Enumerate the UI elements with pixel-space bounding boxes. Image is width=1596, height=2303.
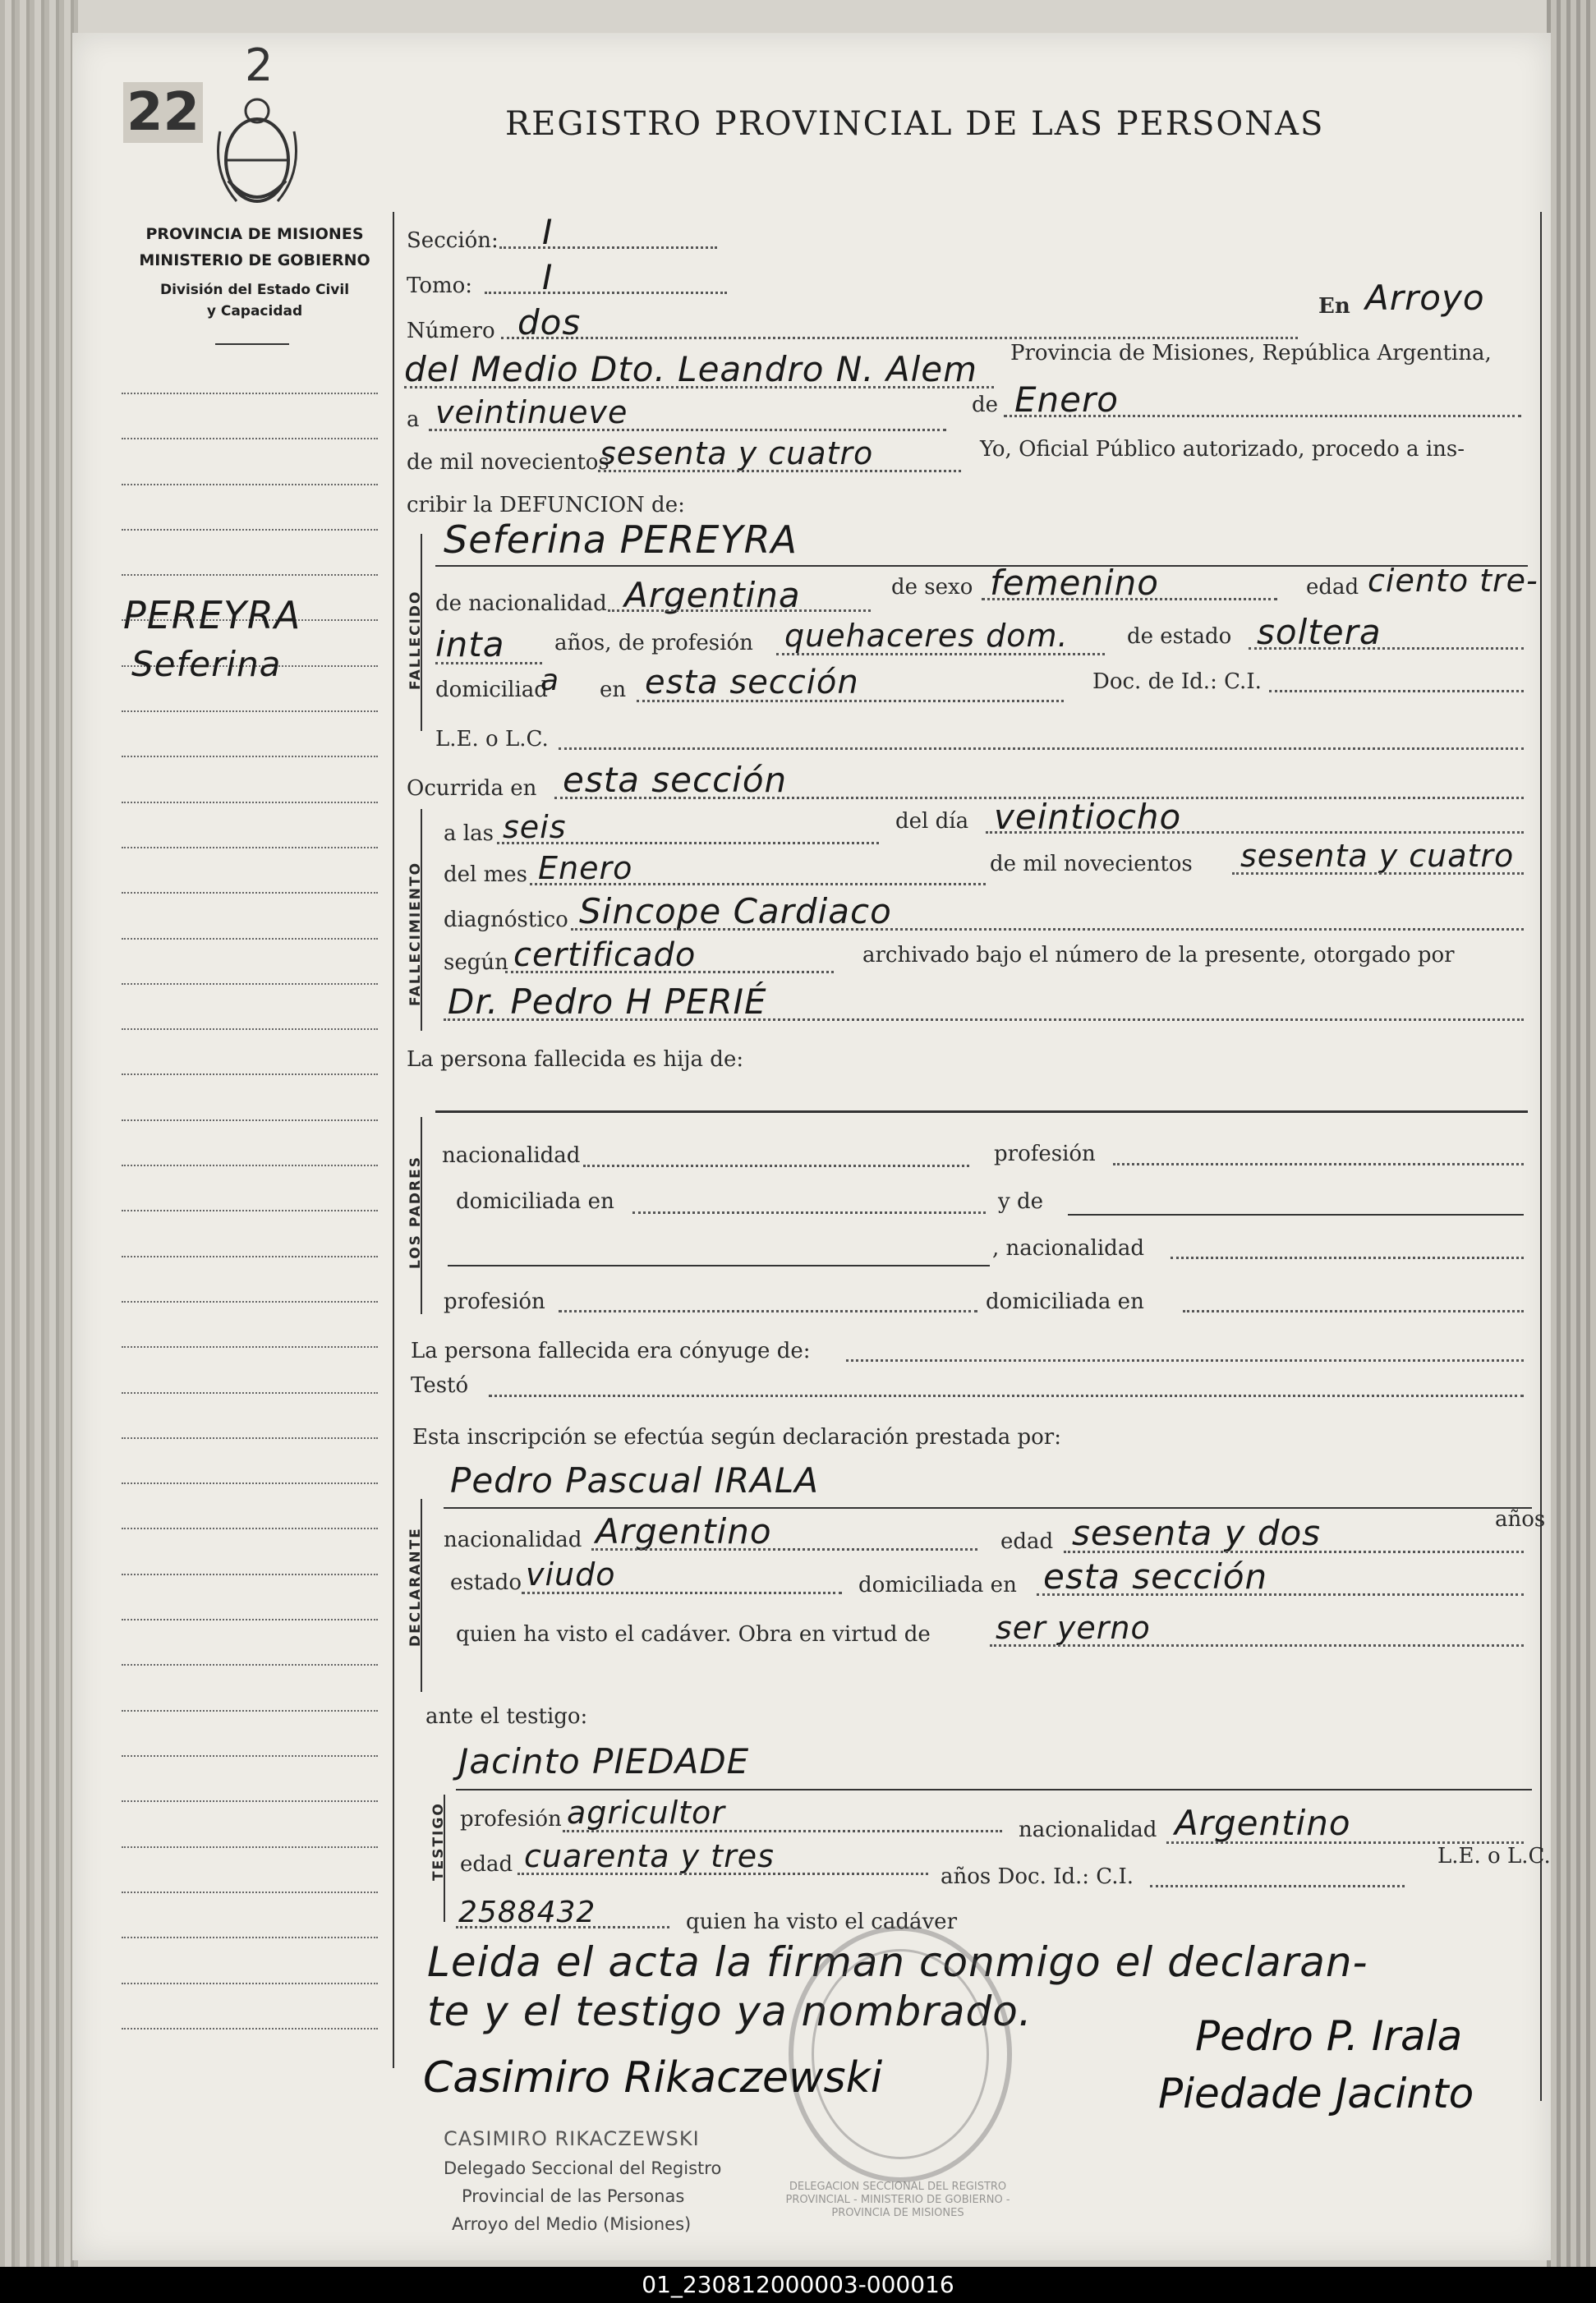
margin-rule-line	[122, 1574, 378, 1575]
fall-mes-line	[530, 883, 986, 885]
margin-rule-line	[122, 1392, 378, 1394]
mes-line	[1004, 415, 1521, 417]
image-id-bar: 01_230812000003-000016	[0, 2267, 1596, 2303]
testigo-signature: Piedade Jacinto	[1158, 2070, 1474, 2117]
decl-nacionalidad-label: nacionalidad	[444, 1528, 582, 1552]
form-left-border	[393, 212, 394, 2068]
fall-mes-label: del mes	[444, 862, 527, 887]
fallecido-name-line	[435, 565, 1528, 567]
margin-rule-line	[122, 938, 378, 940]
margin-rule-line	[122, 1800, 378, 1802]
coat-of-arms-icon	[212, 82, 302, 214]
lugar-line	[404, 386, 994, 388]
fall-nacionalidad-label: de nacionalidad	[435, 591, 607, 616]
margin-rule-line	[122, 892, 378, 894]
segun-value: certificado	[513, 936, 697, 974]
hora-line	[497, 842, 879, 844]
document-title: REGISTRO PROVINCIAL DE LAS PERSONAS	[505, 105, 1325, 143]
fallecido-name-value: Seferina PEREYRA	[444, 517, 798, 562]
testo-label: Testó	[411, 1373, 469, 1398]
test-doc-line	[1150, 1885, 1405, 1887]
decl-visto-text: quien ha visto el cadáver. Obra en virtud de	[456, 1622, 931, 1647]
segun-label: según	[444, 950, 508, 975]
test-profesion-label: profesión	[460, 1807, 562, 1832]
tomo-value: I	[542, 257, 554, 297]
fall-le-label: L.E. o L.C.	[435, 727, 549, 752]
decl-nacionalidad-line	[591, 1548, 977, 1551]
margin-rule-line	[122, 1664, 378, 1666]
padre-profesion-label: profesión	[994, 1142, 1096, 1166]
book-binding-left	[0, 0, 78, 2267]
margin-rule-line	[122, 438, 378, 439]
fall-estado-label: de estado	[1127, 624, 1232, 649]
oficial-stamp-line-3: Arroyo del Medio (Misiones)	[452, 2214, 692, 2234]
fall-le-line	[559, 747, 1524, 750]
cierre-line-2: te y el testigo ya nombrado.	[427, 1988, 1033, 2035]
test-nacionalidad-label: nacionalidad	[1019, 1818, 1157, 1842]
test-doc-value: 2588432	[458, 1896, 596, 1929]
decl-domicilio-label: domiciliada en	[858, 1573, 1017, 1597]
tomo-line	[485, 292, 727, 294]
lugar-value: del Medio Dto. Leandro N. Alem	[404, 349, 978, 389]
ocurrida-label: Ocurrida en	[407, 776, 537, 801]
margin-rule-line	[122, 1892, 378, 1893]
test-edad-value: cuarenta y tres	[524, 1838, 775, 1874]
en-value: Arroyo	[1365, 278, 1485, 318]
testigo-side-label: TESTIGO	[430, 1802, 447, 1881]
fall-estado-line	[1249, 647, 1524, 650]
form-right-border	[1540, 212, 1542, 2101]
provincia-label: Provincia de Misiones, República Argentina,	[1010, 341, 1492, 365]
madre-profesion-label: profesión	[444, 1289, 545, 1314]
ministry-line-4: y Capacidad	[206, 303, 303, 319]
fall-mil-label: de mil novecientos	[990, 852, 1193, 876]
yde-label: y de	[998, 1189, 1043, 1214]
padre-domicilio-line	[632, 1211, 986, 1214]
test-visto-text: quien ha visto el cadáver	[686, 1910, 958, 1934]
fall-edad-line-2	[435, 662, 542, 664]
test-anios-doc-label: años Doc. Id.: C.I.	[941, 1864, 1134, 1889]
margin-rule-line	[122, 983, 378, 985]
hora-value: seis	[503, 809, 567, 845]
padre-domicilio-label: domiciliada en	[456, 1189, 614, 1214]
fall-domicilio-line	[637, 700, 1064, 702]
margin-rule-line	[122, 484, 378, 485]
test-edad-label: edad	[460, 1852, 513, 1877]
page-number: 22	[123, 82, 203, 143]
fall-nacionalidad-value: Argentina	[624, 575, 801, 615]
margin-rule-line	[122, 1437, 378, 1439]
test-le-label: L.E. o L.C.	[1437, 1844, 1551, 1869]
margin-rule-line	[122, 1482, 378, 1484]
declarante-name-value: Pedro Pascual IRALA	[450, 1460, 819, 1501]
cierre-line-1: Leida el acta la firman conmigo el declaran-	[427, 1938, 1368, 1986]
margin-rule-line	[122, 1710, 378, 1712]
fall-en-label: en	[600, 678, 627, 702]
decl-edad-value: sesenta y dos	[1072, 1513, 1322, 1553]
margin-rule-line	[122, 529, 378, 531]
margin-rule-line	[122, 1119, 378, 1121]
fall-estado-value: soltera	[1257, 612, 1382, 652]
margin-rule-line	[122, 393, 378, 394]
margin-rule-line	[122, 1619, 378, 1620]
decl-virtud-value: ser yerno	[996, 1610, 1151, 1646]
fall-mes-value: Enero	[538, 850, 633, 886]
test-nacionalidad-value: Argentino	[1175, 1803, 1351, 1843]
dia-value: veintinueve	[435, 394, 628, 430]
ocurrida-value: esta sección	[563, 760, 788, 800]
margin-rule-line	[122, 1846, 378, 1848]
margin-rule-line	[122, 1983, 378, 1984]
diag-label: diagnóstico	[444, 908, 568, 932]
conyuge-line	[846, 1359, 1524, 1362]
ministry-underline	[215, 343, 289, 345]
testigo-name-line	[456, 1789, 1532, 1790]
oficial-text: Yo, Oficial Público autorizado, procedo a ins-	[980, 437, 1465, 462]
mil-label: de mil novecientos	[407, 450, 609, 475]
padres-side-label: LOS PADRES	[407, 1156, 424, 1269]
stamp-text: DELEGACION SECCIONAL DEL REGISTRO PROVINCIAL - MINISTERIO DE GOBIERNO - PROVINCIA DE MISIONES	[785, 2181, 1010, 2219]
padres-blank-line	[448, 1265, 990, 1266]
decl-edad-label: edad	[1000, 1529, 1054, 1554]
a-label: a	[407, 407, 420, 432]
segun-line	[505, 971, 834, 973]
test-doc-value-line	[456, 1926, 669, 1928]
fall-edad-label: edad	[1306, 575, 1359, 600]
fall-domicilio-suffix: a	[540, 664, 560, 697]
fall-edad-value-2: inta	[435, 624, 505, 664]
dia-line	[429, 429, 946, 431]
hija-text: La persona fallecida es hija de:	[407, 1047, 744, 1072]
fall-sexo-line	[982, 598, 1277, 600]
padres-top-line	[435, 1110, 1528, 1113]
margin-rule-line	[122, 1028, 378, 1030]
fall-profesion-line	[776, 653, 1105, 655]
decl-estado-line	[522, 1592, 842, 1594]
margin-rule-line	[122, 847, 378, 848]
margin-rule-line	[122, 1165, 378, 1166]
ministry-line-3: División del Estado Civil	[159, 282, 350, 298]
page-number-small: 2	[245, 39, 274, 91]
de-label: de	[972, 393, 999, 417]
margin-rule-line	[122, 1755, 378, 1757]
decl-nacionalidad-value: Argentino	[596, 1511, 772, 1551]
testigo-name-value: Jacinto PIEDADE	[458, 1741, 750, 1781]
madre-name-line	[1068, 1214, 1524, 1216]
margin-note-name: Seferina	[131, 644, 282, 684]
diag-line	[571, 928, 1524, 931]
margin-rule-line	[122, 1073, 378, 1075]
decl-estado-label: estado	[450, 1570, 522, 1595]
margin-rule-line	[122, 1528, 378, 1529]
testo-line	[489, 1395, 1524, 1397]
anio-line	[598, 470, 961, 472]
fall-anios-label: años, de profesión	[554, 631, 753, 655]
test-profesion-line	[563, 1830, 1002, 1832]
fall-doc-label: Doc. de Id.: C.I.	[1092, 669, 1262, 694]
decl-domicilio-line	[1037, 1593, 1524, 1596]
decl-anios-label: años	[1495, 1507, 1546, 1532]
margin-rule-line	[122, 756, 378, 757]
conyuge-label: La persona fallecida era cónyuge de:	[411, 1339, 811, 1363]
fall-anio-line	[1232, 872, 1524, 875]
decl-estado-value: viudo	[526, 1556, 616, 1593]
madre-domicilio-line	[1183, 1310, 1524, 1312]
madre-domicilio-label: domiciliada en	[986, 1289, 1144, 1314]
diag-value: Sincope Cardiaco	[579, 891, 892, 931]
fall-nacionalidad-line	[608, 609, 871, 612]
decl-edad-line	[1064, 1551, 1524, 1553]
margin-rule-line	[122, 2028, 378, 2029]
test-edad-line	[517, 1873, 928, 1875]
fall-sexo-value: femenino	[990, 563, 1159, 603]
fallecido-side-label: FALLECIDO	[407, 590, 424, 690]
book-binding-right	[1547, 0, 1596, 2267]
declarante-signature: Pedro P. Irala	[1195, 2012, 1463, 2060]
fall-doc-line	[1269, 690, 1524, 692]
fall-sexo-label: de sexo	[891, 575, 973, 600]
seccion-line	[499, 246, 717, 249]
medico-line	[444, 1018, 1524, 1021]
oficial-signature: Casimiro Rikaczewski	[423, 2053, 883, 2103]
fall-edad-value: ciento tre-	[1368, 563, 1539, 599]
medico-value: Dr. Pedro H PERIÉ	[448, 981, 767, 1022]
margin-rule-line	[122, 1256, 378, 1257]
margin-rule-line	[122, 802, 378, 803]
decl-domicilio-value: esta sección	[1043, 1556, 1268, 1597]
testigo-intro: ante el testigo:	[425, 1704, 588, 1729]
numero-label: Número	[407, 319, 495, 343]
inscribir-text: cribir la DEFUNCION de:	[407, 493, 685, 517]
test-profesion-value: agricultor	[567, 1795, 725, 1831]
en-label: En	[1318, 294, 1350, 319]
fall-domicilio-label: domiciliad	[435, 678, 548, 702]
numero-value: dos	[517, 302, 582, 342]
dia-label: del día	[895, 809, 969, 834]
margin-note-surname: PEREYRA	[123, 593, 301, 637]
margin-rule-line	[122, 1210, 378, 1211]
ministry-line-1: PROVINCIA DE MISIONES	[145, 225, 364, 243]
seccion-label: Sección:	[407, 228, 499, 253]
margin-rule-line	[122, 1937, 378, 1938]
madre-profesion-line	[559, 1310, 977, 1312]
tomo-label: Tomo:	[407, 274, 473, 298]
declaracion-text: Esta inscripción se efectúa según declaración prestada por:	[412, 1425, 1061, 1450]
declarante-side-label: DECLARANTE	[407, 1527, 424, 1647]
madre-nacionalidad-line	[1171, 1257, 1524, 1259]
mes-value: Enero	[1014, 379, 1119, 420]
fall-dia-line	[986, 831, 1524, 834]
padre-profesion-line	[1113, 1163, 1524, 1165]
anio-value: sesenta y cuatro	[600, 435, 874, 471]
oficial-stamp-line-1: Delegado Seccional del Registro	[444, 2158, 722, 2178]
fall-anio-value: sesenta y cuatro	[1240, 838, 1515, 874]
margin-rule-line	[122, 574, 378, 576]
margin-rule-line	[122, 1301, 378, 1303]
fall-domicilio-value: esta sección	[645, 664, 859, 701]
decl-virtud-line	[990, 1644, 1524, 1647]
numero-line	[501, 337, 1298, 339]
seccion-value: I	[542, 212, 554, 252]
margin-rule-line	[122, 710, 378, 712]
declarante-name-line	[444, 1507, 1532, 1509]
fallecimiento-side-label: FALLECIMIENTO	[407, 861, 424, 1006]
madre-nacionalidad-label: , nacionalidad	[992, 1236, 1144, 1261]
fall-profesion-value: quehaceres dom.	[784, 618, 1069, 654]
hora-label: a las	[444, 821, 494, 846]
ministry-line-2: MINISTERIO DE GOBIERNO	[139, 251, 370, 269]
oficial-stamp-name: CASIMIRO RIKACZEWSKI	[444, 2127, 700, 2150]
margin-rule-line	[122, 1346, 378, 1348]
oficial-stamp-line-2: Provincial de las Personas	[462, 2186, 685, 2206]
padre-nacionalidad-label: nacionalidad	[442, 1143, 581, 1168]
fall-dia-value: veintiocho	[994, 797, 1182, 837]
padre-nacionalidad-line	[583, 1165, 969, 1167]
archivado-text: archivado bajo el número de la presente, otorgado por	[862, 943, 1455, 968]
